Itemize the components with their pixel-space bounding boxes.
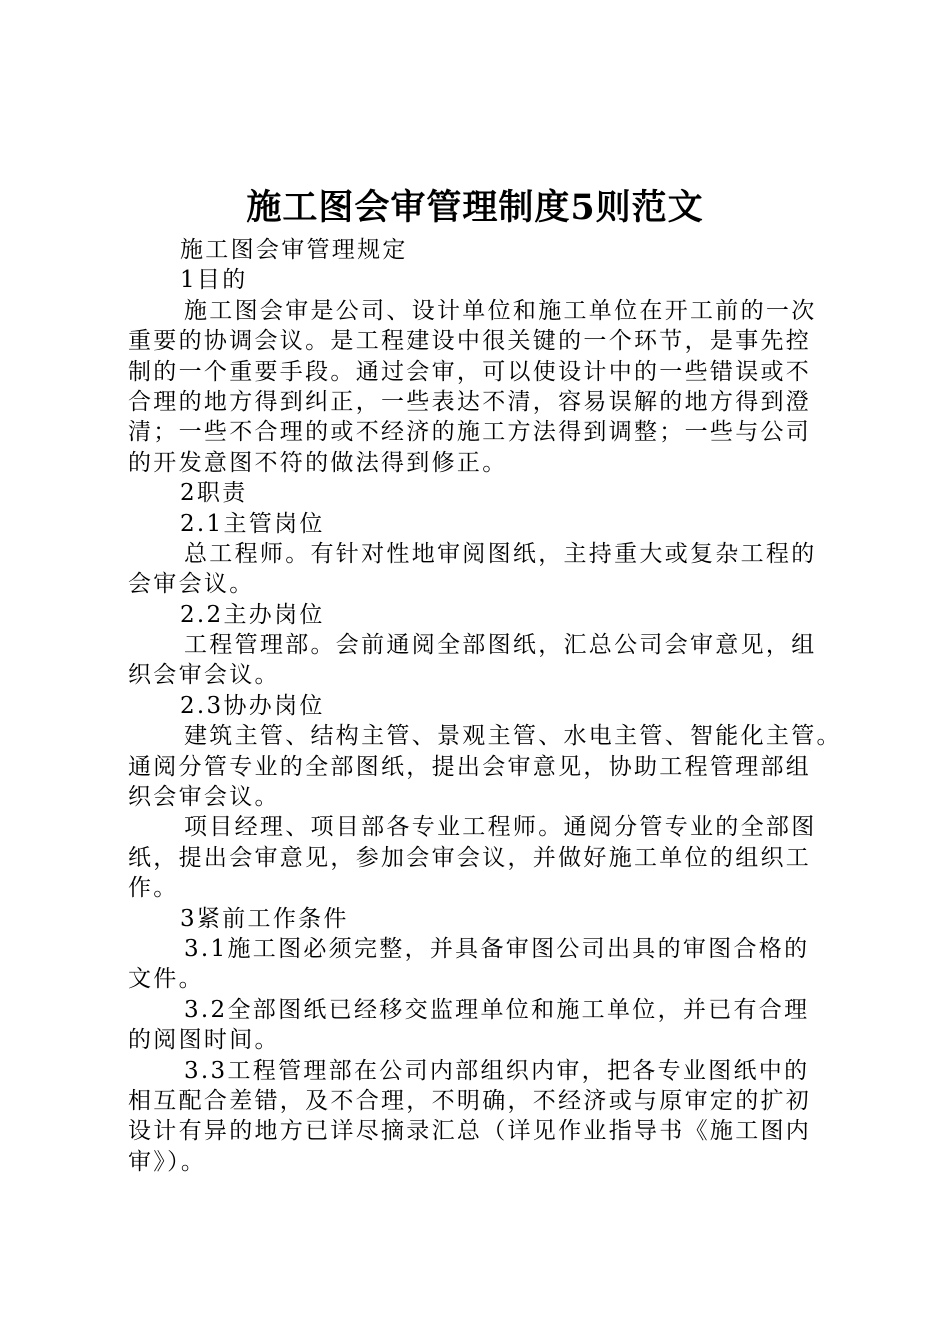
paragraph-line: 纸，提出会审意见，参加会审会议，并做好施工单位的组织工	[128, 844, 812, 871]
section-heading: 施工图会审管理规定	[180, 237, 408, 263]
document-body	[128, 235, 842, 1177]
subsection-heading: 2.3协办岗位	[180, 692, 325, 719]
subsection-heading: 2.1主管岗位	[180, 510, 325, 537]
paragraph-line: 的开发意图不符的做法得到修正。	[128, 449, 508, 476]
subsection-heading: 2.2主办岗位	[180, 601, 325, 628]
paragraph-line: 重要的协调会议。是工程建设中很关键的一个环节，是事先控	[128, 328, 812, 355]
paragraph-line: 会审会议。	[128, 571, 255, 598]
paragraph-line: 制的一个重要手段。通过会审，可以使设计中的一些错误或不	[128, 358, 812, 385]
paragraph-line: 施工图会审是公司、设计单位和施工单位在开工前的一次	[184, 297, 817, 324]
paragraph-line: 审》）。	[128, 1148, 207, 1175]
paragraph-line: 3.1施工图必须完整，并具备审图公司出具的审图合格的	[184, 935, 810, 962]
section-heading: 3紧前工作条件	[180, 905, 349, 932]
paragraph-line: 总工程师。有针对性地审阅图纸，主持重大或复杂工程的	[184, 540, 817, 567]
paragraph-line: 的阅图时间。	[128, 1027, 280, 1054]
section-heading: 2职责	[180, 480, 248, 507]
paragraph-line: 工程管理部。会前通阅全部图纸，汇总公司会审意见，组	[184, 632, 817, 659]
paragraph-line: 合理的地方得到纠正，一些表达不清，容易误解的地方得到澄	[128, 388, 812, 415]
paragraph-line: 文件。	[128, 966, 204, 993]
paragraph-line: 清；一些不合理的或不经济的施工方法得到调整；一些与公司	[128, 419, 812, 446]
paragraph-line: 通阅分管专业的全部图纸，提出会审意见，协助工程管理部组	[128, 753, 812, 780]
paragraph-line: 项目经理、项目部各专业工程师。通阅分管专业的全部图	[184, 814, 817, 841]
paragraph-line: 织会审会议。	[128, 784, 280, 811]
section-heading: 1目的	[180, 267, 248, 294]
document-title: 施工图会审管理制度5则范文	[246, 187, 704, 228]
paragraph-line: 3.3工程管理部在公司内部组织内审，把各专业图纸中的	[184, 1057, 810, 1084]
paragraph-line: 3.2全部图纸已经移交监理单位和施工单位，并已有合理	[184, 996, 810, 1023]
paragraph-line: 织会审会议。	[128, 662, 280, 689]
paragraph-line: 设计有异的地方已详尽摘录汇总（详见作业指导书《施工图内	[128, 1118, 812, 1145]
paragraph-line: 相互配合差错，及不合理，不明确，不经济或与原审定的扩初	[128, 1087, 812, 1114]
paragraph-line: 作。	[128, 875, 179, 902]
paragraph-line: 建筑主管、结构主管、景观主管、水电主管、智能化主管。	[184, 723, 842, 750]
